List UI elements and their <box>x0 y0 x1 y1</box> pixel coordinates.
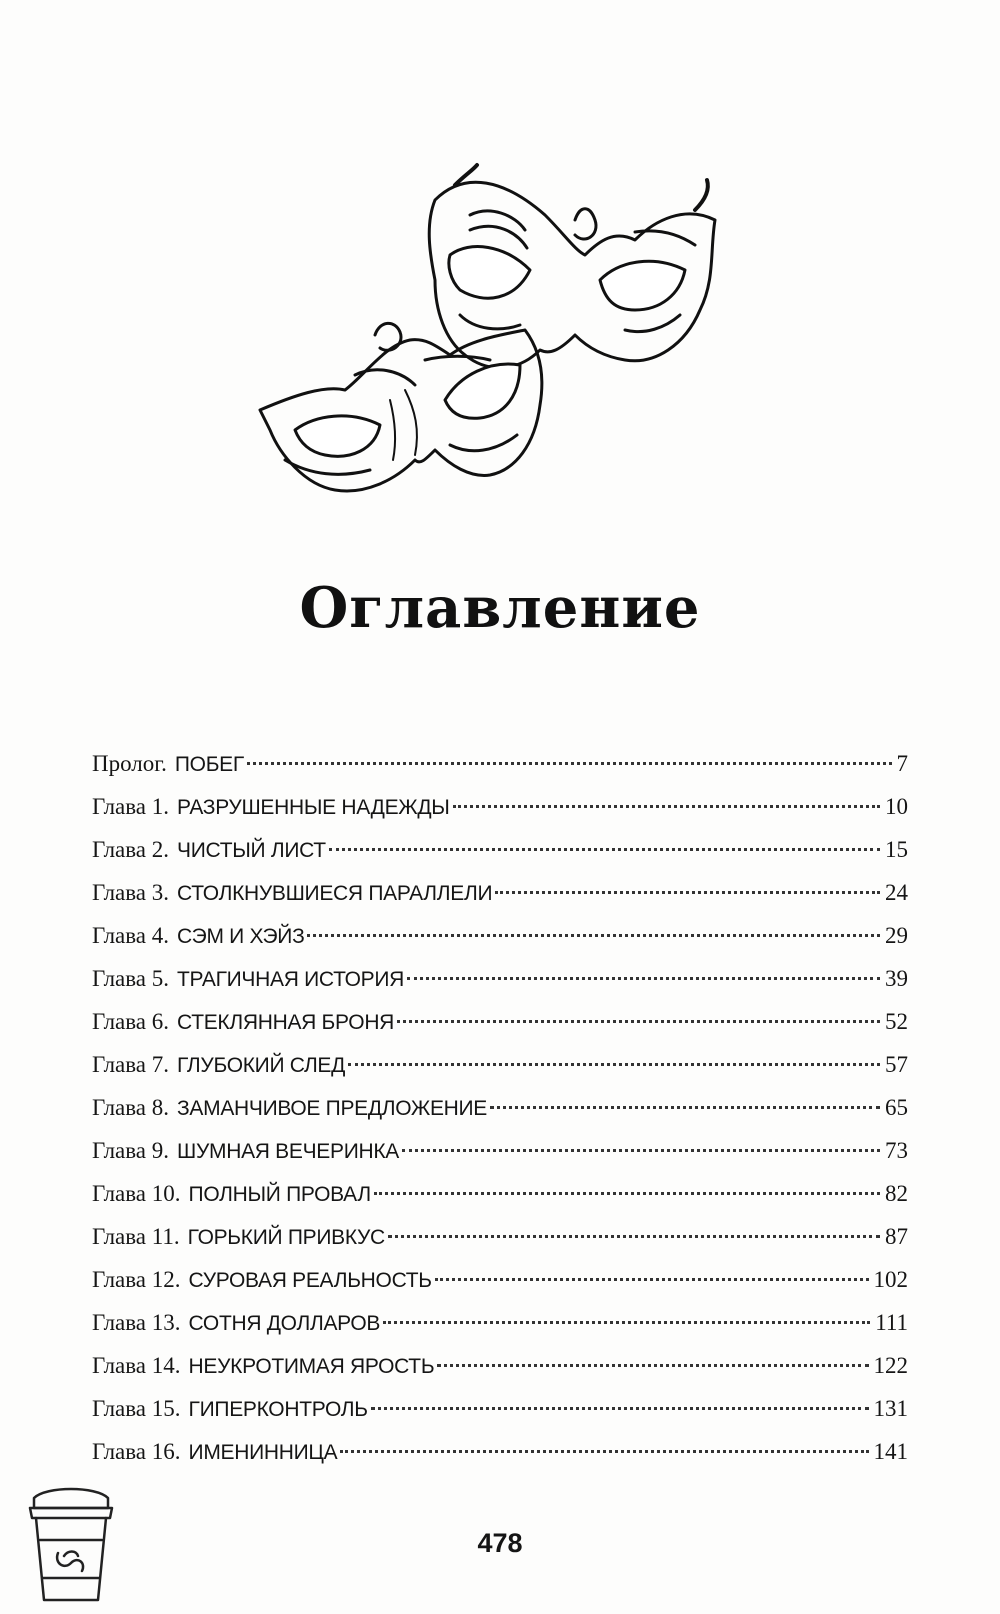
toc-entry-label: Глава 6. <box>92 1009 170 1034</box>
toc-entry-title: ГИПЕРКОНТРОЛЬ <box>188 1398 368 1421</box>
dot-leader <box>495 891 880 894</box>
toc-entry-title: ШУМНАЯ ВЕЧЕРИНКА <box>177 1140 400 1163</box>
toc-entry-label: Глава 5. <box>92 966 170 991</box>
toc-entry-title: РАЗРУШЕННЫЕ НАДЕЖДЫ <box>177 796 450 819</box>
toc-entry-label: Глава 13. <box>92 1310 181 1335</box>
toc-entry <box>92 957 908 1000</box>
toc-entry <box>92 1215 908 1258</box>
toc-entry <box>92 1000 908 1043</box>
page-title: Оглавление <box>299 575 701 641</box>
toc-entry-label: Пролог. <box>92 751 167 776</box>
venetian-masks-icon <box>255 160 755 540</box>
dot-leader <box>374 1192 880 1195</box>
toc-entry-title: СЭМ И ХЭЙЗ <box>177 925 305 948</box>
page-number: 478 <box>477 1528 523 1558</box>
dot-leader <box>383 1321 870 1324</box>
toc-entry <box>92 1430 908 1473</box>
toc-entry-page: 29 <box>885 923 908 948</box>
toc-entry-label: Глава 12. <box>92 1267 181 1292</box>
toc-entry-title: СТЕКЛЯННАЯ БРОНЯ <box>177 1011 395 1034</box>
toc-entry <box>92 742 908 785</box>
toc-entry <box>92 785 908 828</box>
toc-entry-label: Глава 3. <box>92 880 170 905</box>
dot-leader <box>435 1278 869 1281</box>
toc-entry-page: 7 <box>896 751 908 776</box>
toc-entry-page: 122 <box>873 1353 908 1378</box>
toc-entry-label: Глава 14. <box>92 1353 181 1378</box>
toc-entry-label: Глава 10. <box>92 1181 181 1206</box>
toc-entry-label: Глава 1. <box>92 794 170 819</box>
toc-entry-page: 65 <box>885 1095 908 1120</box>
dot-leader <box>307 934 880 937</box>
toc-entry-title: ЧИСТЫЙ ЛИСТ <box>177 839 326 862</box>
dot-leader <box>453 805 880 808</box>
toc-entry-label: Глава 2. <box>92 837 170 862</box>
toc-entry <box>92 1387 908 1430</box>
toc-entry-title: ТРАГИЧНАЯ ИСТОРИЯ <box>177 968 405 991</box>
toc-entry-title: ИМЕНИННИЦА <box>188 1441 338 1464</box>
toc-entry-page: 24 <box>885 880 908 905</box>
toc-entry-label: Глава 4. <box>92 923 170 948</box>
toc-entry-title: ГЛУБОКИЙ СЛЕД <box>177 1054 346 1077</box>
dot-leader <box>329 848 880 851</box>
toc-entry-title: ПОБЕГ <box>174 753 244 776</box>
dot-leader <box>490 1106 880 1109</box>
toc-entry-label: Глава 15. <box>92 1396 181 1421</box>
toc-entry-page: 87 <box>885 1224 908 1249</box>
toc-entry-page: 52 <box>885 1009 908 1034</box>
toc-entry <box>92 1086 908 1129</box>
toc-entry <box>92 1344 908 1387</box>
table-of-contents <box>92 742 908 1473</box>
toc-entry-label: Глава 11. <box>92 1224 180 1249</box>
toc-entry-title: СОТНЯ ДОЛЛАРОВ <box>188 1312 381 1335</box>
toc-entry-title: СТОЛКНУВШИЕСЯ ПАРАЛЛЕЛИ <box>177 882 493 905</box>
toc-entry <box>92 871 908 914</box>
toc-entry-page: 10 <box>885 794 908 819</box>
toc-entry <box>92 828 908 871</box>
dot-leader <box>397 1020 880 1023</box>
toc-entry-page: 82 <box>885 1181 908 1206</box>
dot-leader <box>407 977 880 980</box>
toc-entry-title: ПОЛНЫЙ ПРОВАЛ <box>188 1183 371 1206</box>
toc-entry <box>92 1129 908 1172</box>
dot-leader <box>388 1235 880 1238</box>
toc-entry-title: СУРОВАЯ РЕАЛЬНОСТЬ <box>188 1269 432 1292</box>
toc-entry-page: 39 <box>885 966 908 991</box>
dot-leader <box>402 1149 880 1152</box>
dot-leader <box>340 1450 868 1453</box>
dot-leader <box>437 1364 868 1367</box>
toc-entry-page: 111 <box>875 1310 908 1335</box>
toc-entry <box>92 1258 908 1301</box>
toc-entry <box>92 1172 908 1215</box>
dot-leader <box>247 762 892 765</box>
toc-entry <box>92 1043 908 1086</box>
toc-entry-page: 15 <box>885 837 908 862</box>
toc-entry-page: 141 <box>873 1439 908 1464</box>
toc-entry <box>92 914 908 957</box>
toc-entry-page: 102 <box>873 1267 908 1292</box>
toc-entry <box>92 1301 908 1344</box>
toc-entry-page: 57 <box>885 1052 908 1077</box>
toc-entry-title: ГОРЬКИЙ ПРИВКУС <box>187 1226 385 1249</box>
toc-entry-page: 73 <box>885 1138 908 1163</box>
dot-leader <box>348 1063 880 1066</box>
toc-entry-label: Глава 8. <box>92 1095 170 1120</box>
toc-entry-page: 131 <box>873 1396 908 1421</box>
toc-entry-label: Глава 7. <box>92 1052 170 1077</box>
toc-entry-label: Глава 16. <box>92 1439 181 1464</box>
toc-entry-label: Глава 9. <box>92 1138 170 1163</box>
dot-leader <box>371 1407 869 1410</box>
toc-entry-title: ЗАМАНЧИВОЕ ПРЕДЛОЖЕНИЕ <box>177 1097 488 1120</box>
toc-entry-title: НЕУКРОТИМАЯ ЯРОСТЬ <box>188 1355 435 1378</box>
